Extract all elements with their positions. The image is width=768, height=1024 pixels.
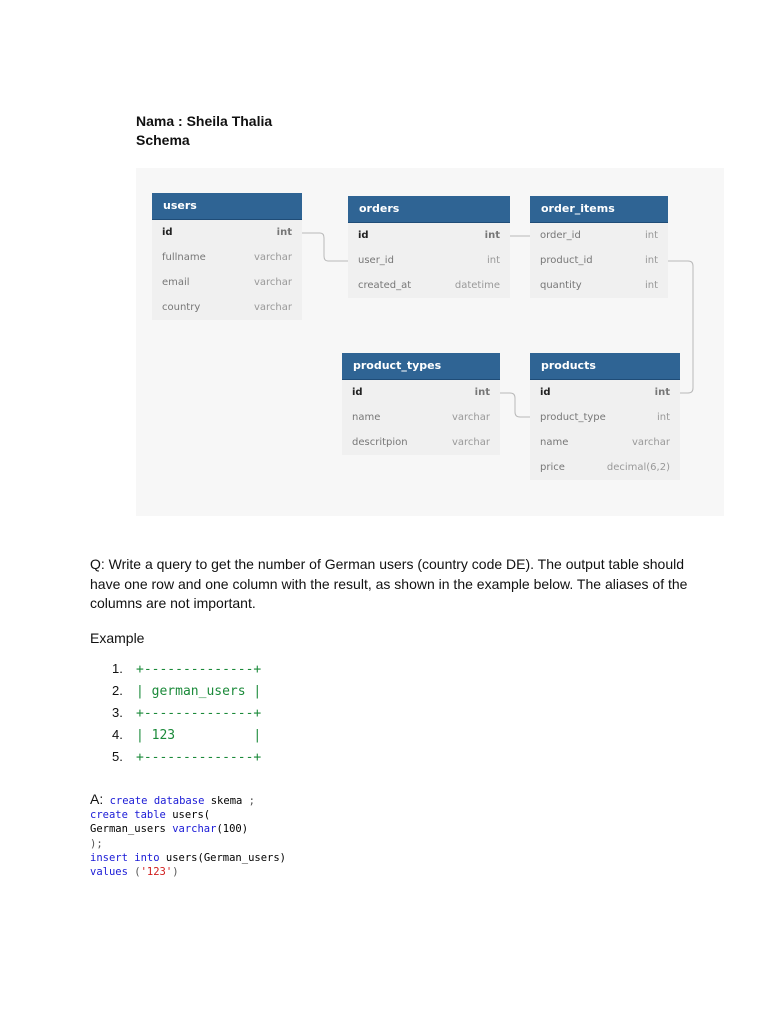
column-type: varchar bbox=[253, 302, 292, 313]
table-orders bbox=[348, 196, 510, 298]
table-title: products bbox=[530, 353, 680, 380]
sql-keyword: create bbox=[109, 795, 148, 807]
table-users bbox=[152, 193, 302, 320]
sql-keyword: varchar bbox=[172, 823, 217, 836]
table-row bbox=[348, 223, 510, 248]
table-title: users bbox=[152, 193, 302, 220]
column-name: product_type bbox=[540, 412, 606, 423]
column-type: varchar bbox=[451, 437, 490, 448]
table-row bbox=[152, 270, 302, 295]
table-row bbox=[530, 455, 680, 480]
line-number: 4. bbox=[112, 727, 123, 742]
table-row bbox=[152, 295, 302, 320]
example-label: Example bbox=[90, 630, 145, 646]
schema-heading: Schema bbox=[136, 132, 190, 148]
column-name: product_id bbox=[540, 255, 593, 266]
sql-identifier: users(German_users) bbox=[165, 851, 286, 864]
table-row bbox=[348, 248, 510, 273]
column-type: varchar bbox=[451, 412, 490, 423]
list-item bbox=[112, 746, 261, 768]
column-type: int bbox=[654, 387, 670, 398]
table-row bbox=[530, 405, 680, 430]
table-title: orders bbox=[348, 196, 510, 223]
table-row bbox=[530, 273, 668, 298]
column-type: int bbox=[644, 280, 658, 291]
column-type: int bbox=[644, 230, 658, 241]
table-product-types bbox=[342, 353, 500, 455]
list-item bbox=[112, 680, 261, 702]
code-line: | german_users | bbox=[136, 684, 262, 699]
sql-keyword: values bbox=[90, 866, 128, 879]
column-type: varchar bbox=[631, 437, 670, 448]
sql-punctuation: ) bbox=[172, 866, 179, 879]
column-name: fullname bbox=[162, 252, 206, 263]
column-name: id bbox=[352, 387, 363, 398]
sql-keyword: create bbox=[90, 809, 128, 822]
sql-string: '123' bbox=[140, 866, 173, 879]
column-name: country bbox=[162, 302, 201, 313]
column-type: varchar bbox=[253, 252, 292, 263]
relation-users-orders bbox=[302, 233, 348, 261]
column-type: int bbox=[486, 255, 500, 266]
list-item bbox=[112, 702, 261, 724]
sql-identifier: users( bbox=[172, 809, 211, 822]
table-order-items bbox=[530, 196, 668, 298]
column-name: name bbox=[540, 437, 569, 448]
column-type: int bbox=[474, 387, 490, 398]
column-name: id bbox=[162, 227, 173, 238]
table-row bbox=[342, 380, 500, 405]
column-name: id bbox=[540, 387, 551, 398]
column-name: email bbox=[162, 277, 190, 288]
example-code-list bbox=[112, 658, 261, 768]
table-row bbox=[342, 405, 500, 430]
column-type: int bbox=[656, 412, 670, 423]
table-row bbox=[530, 223, 668, 248]
column-type: int bbox=[276, 227, 292, 238]
sql-punctuation: ( bbox=[134, 866, 141, 879]
sql-punctuation: ); bbox=[90, 837, 103, 850]
column-name: name bbox=[352, 412, 381, 423]
table-row bbox=[348, 273, 510, 298]
line-number: 5. bbox=[112, 749, 123, 764]
code-line: +--------------+ bbox=[136, 706, 262, 721]
table-row bbox=[530, 248, 668, 273]
author-name: Nama : Sheila Thalia bbox=[136, 113, 273, 129]
table-products bbox=[530, 353, 680, 480]
code-line: | 123 | bbox=[136, 728, 262, 743]
sql-punctuation: (100) bbox=[216, 823, 249, 836]
sql-identifier: skema bbox=[210, 795, 243, 807]
table-row bbox=[530, 430, 680, 455]
line-number: 3. bbox=[112, 705, 123, 720]
column-name: created_at bbox=[358, 280, 412, 291]
code-line: +--------------+ bbox=[136, 750, 262, 765]
table-row bbox=[530, 380, 680, 405]
question-text: Q: Write a query to get the number of German users (country code DE). The output table should have one row and one column with the result, as shown in the example below. The aliases of the columns are not important. bbox=[90, 556, 688, 611]
column-name: quantity bbox=[540, 280, 582, 291]
sql-punctuation: ; bbox=[248, 795, 255, 807]
column-type: decimal(6,2) bbox=[606, 462, 670, 473]
column-name: user_id bbox=[358, 255, 394, 266]
line-number: 2. bbox=[112, 683, 123, 698]
answer-label: A: bbox=[90, 791, 104, 807]
code-line: +--------------+ bbox=[136, 662, 262, 677]
sql-keyword: insert bbox=[90, 851, 128, 864]
table-row bbox=[152, 245, 302, 270]
column-type: varchar bbox=[253, 277, 292, 288]
sql-keyword: table bbox=[134, 809, 166, 822]
relation-product-types-products bbox=[500, 393, 530, 417]
table-row bbox=[152, 220, 302, 245]
table-row bbox=[342, 430, 500, 455]
column-type: int bbox=[484, 230, 500, 241]
column-name: price bbox=[540, 462, 565, 473]
sql-identifier: German_users bbox=[90, 823, 166, 836]
column-name: order_id bbox=[540, 230, 581, 241]
table-title: order_items bbox=[530, 196, 668, 223]
schema-diagram bbox=[136, 168, 724, 516]
column-name: id bbox=[358, 230, 369, 241]
sql-keyword: into bbox=[134, 851, 160, 864]
list-item bbox=[112, 658, 261, 680]
sql-keyword: database bbox=[153, 795, 205, 807]
list-item bbox=[112, 724, 261, 746]
column-type: int bbox=[644, 255, 658, 266]
line-number: 1. bbox=[112, 661, 123, 676]
answer-code bbox=[90, 792, 286, 879]
table-title: product_types bbox=[342, 353, 500, 380]
column-name: descritpion bbox=[352, 437, 408, 448]
column-type: datetime bbox=[454, 280, 500, 291]
